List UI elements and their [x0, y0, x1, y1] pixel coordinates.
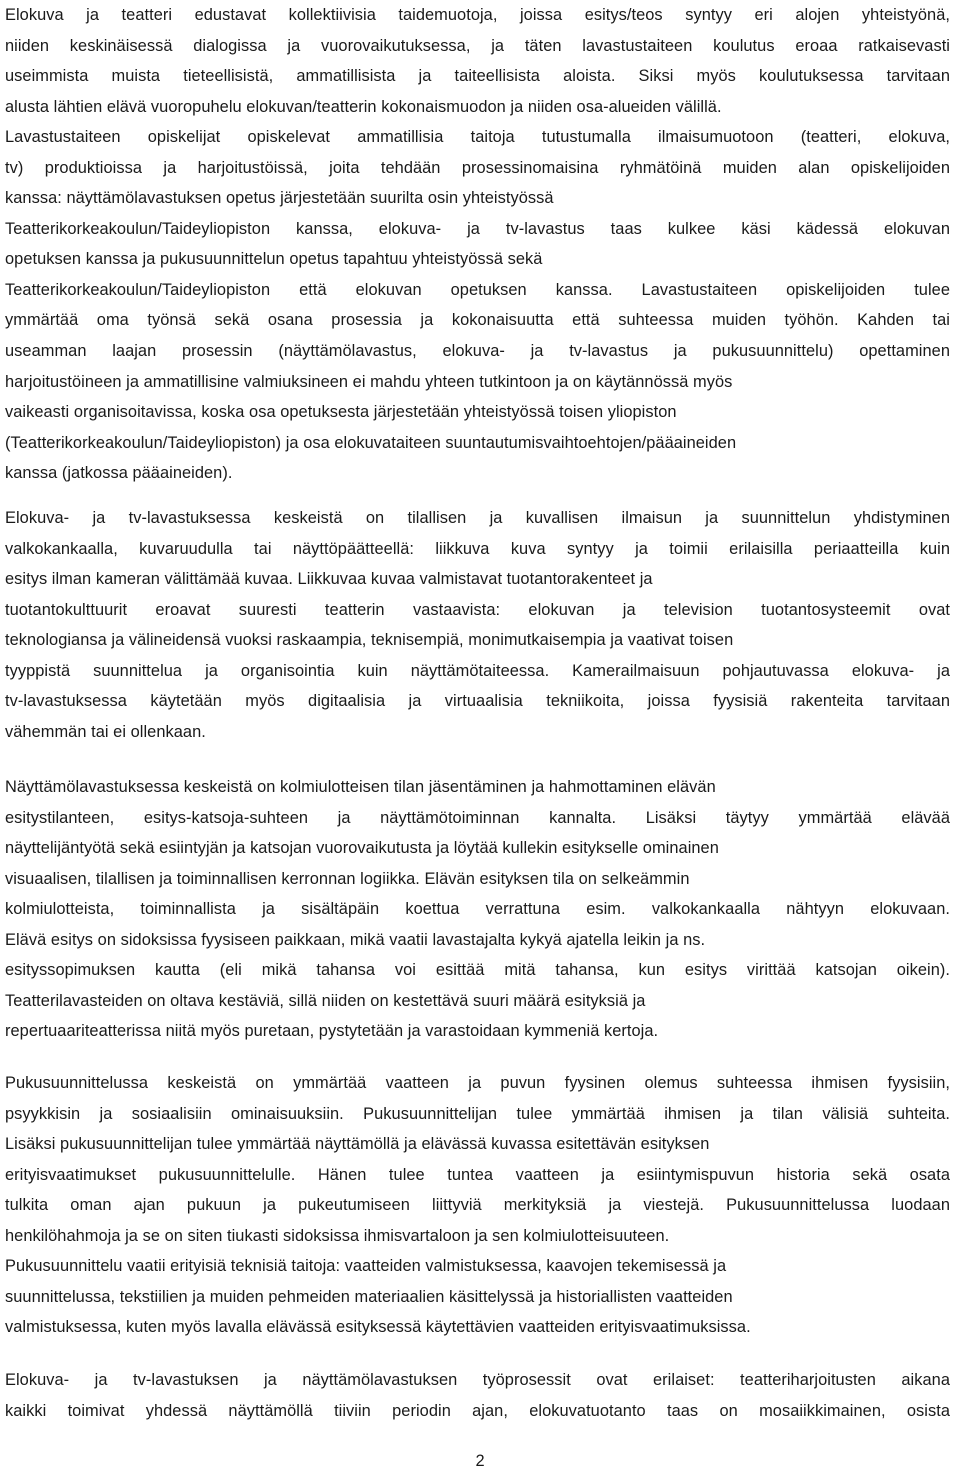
text-line: esityssopimuksen kautta (eli mikä tahansa voi esittää mitä tahansa, kun esitys virittää katsojan oikein). [5, 961, 950, 980]
text-line: Teatterikorkeakoulun/Taideyliopiston kanssa, elokuva- ja tv-lavastus taas kulkee käsi kädessä elokuvan [5, 219, 950, 238]
text-line: harjoitustöineen ja ammatillisine valmiuksineen ei mahdu yhteen tutkintoon ja on käytännössä myös [5, 372, 733, 391]
text-line: erityisvaatimukset pukusuunnittelulle. Hänen tulee tuntea vaatteen ja esiintymispuvun historia sekä osata [5, 1165, 950, 1184]
text-line: Elävä esitys on sidoksissa fyysiseen paikkaan, mikä vaatii lavastajalta kykyä ajatella leikin ja ns. [5, 930, 706, 949]
text-line: opetuksen kanssa ja pukusuunnittelun opetus tapahtuu yhteistyössä sekä [5, 250, 543, 269]
text-line: useamman laajan prosessin (näyttämölavastus, elokuva- ja tv-lavastus ja pukusuunnittelu) opettaminen [5, 342, 950, 361]
text-line: tyyppistä suunnittelua ja organisointia kuin näyttämötaiteessa. Kamerailmaisuun pohjautuvassa elokuva- ja [5, 661, 950, 680]
text-line: vaikeasti organisoitavissa, koska osa opetuksesta järjestetään yhteistyössä toisen yliopiston [5, 403, 677, 422]
text-line: kanssa (jatkossa pääaineiden). [5, 464, 233, 483]
paragraph-1 [5, 0, 950, 489]
paragraph-3 [5, 772, 950, 1047]
text-line: alusta lähtien elävä vuoropuhelu elokuvan/teatterin kokonaismuodon ja niiden osa-alueiden välillä. [5, 97, 722, 116]
text-line: esitys ilman kameran välittämää kuvaa. Liikkuvaa kuvaa valmistavat tuotantorakenteet ja [5, 570, 653, 589]
page-number: 2 [475, 1452, 485, 1470]
text-line: kanssa: näyttämölavastuksen opetus järjestetään suurilta osin yhteistyössä [5, 189, 554, 208]
paragraph-2 [5, 503, 950, 747]
text-line: ymmärtää oma työnsä sekä osana prosessia ja kokonaisuutta että suhteessa muiden työhön. Kahden tai [5, 311, 950, 330]
text-line: näyttelijäntyötä sekä esiintyjän ja katsojan vuorovaikutusta ja löytää kullekin esitykselle ominainen [5, 839, 719, 858]
text-line: valkokankaalla, kuvaruudulla tai näyttöpäätteellä: liikkuva kuva syntyy ja toimii erilaisilla periaatteilla kuin [5, 539, 950, 558]
text-line: Teatterilavasteiden on oltava kestäviä, sillä niiden on kestettävä suuri määrä esityksiä ja [5, 991, 646, 1010]
text-line: kaikki toimivat yhdessä näyttämöllä tiiviin periodin ajan, elokuvatuotanto taas on mosaiikkimainen, osista [5, 1401, 950, 1420]
text-line: useimmista muista tieteellisistä, ammatillisista ja taiteellisista aloista. Siksi myös koulutuksessa tarvitaan [5, 67, 950, 86]
text-line: Lisäksi pukusuunnittelijan tulee ymmärtää näyttämöllä ja elävässä kuvassa esitettävän esityksen [5, 1135, 710, 1154]
text-line: Näyttämölavastuksessa keskeistä on kolmiulotteisen tilan jäsentäminen ja hahmottaminen elävän [5, 778, 716, 796]
text-line: repertuaariteatterissa niitä myös puretaan, pystytetään ja varastoidaan kymmeniä kertoja. [5, 1022, 659, 1041]
text-line: Lavastustaiteen opiskelijat opiskelevat ammatillisia taitoja tutustumalla ilmaisumuotoon (teatteri, elokuva, [5, 128, 950, 147]
text-line: tulkita oman ajan pukuun ja pukeutumiseen liittyviä merkityksiä ja viestejä. Pukusuunnittelussa luodaan [5, 1196, 950, 1215]
text-line: Pukusuunnittelu vaatii erityisiä teknisiä taitoja: vaatteiden valmistuksessa, kaavojen tekemisessä ja [5, 1257, 727, 1276]
text-line: suunnittelussa, tekstiilien ja muiden pehmeiden materiaalien käsittelyssä ja historiallisten vaatteiden [5, 1287, 733, 1306]
text-line: Teatterikorkeakoulun/Taideyliopiston että elokuvan opetuksen kanssa. Lavastustaiteen opiskelijoiden tulee [5, 280, 950, 299]
text-line: (Teatterikorkeakoulun/Taideyliopiston) ja osa elokuvataiteen suuntautumisvaihtoehtojen/pääaineiden [5, 433, 737, 452]
text-line: Elokuva- ja tv-lavastuksessa keskeistä on tilallisen ja kuvallisen ilmaisun ja suunnittelun yhdistyminen [5, 509, 950, 527]
text-line: niiden keskinäisessä dialogissa ja vuorovaikutuksessa, ja täten lavastustaiteen koulutus eroaa ratkaisevasti [5, 36, 950, 55]
text-line: kolmiulotteista, toiminnallista ja sisältäpäin koettua verrattuna esim. valkokankaalla nähtyyn elokuvaan. [5, 900, 950, 919]
text-line: visuaalisen, tilallisen ja toiminnallisen kerronnan logiikka. Elävän esityksen tila on selkeämmin [5, 869, 690, 888]
text-line: henkilöhahmoja ja se on siten tiukasti sidoksissa ihmisvartaloon ja sen kolmiulotteisuuteen. [5, 1226, 670, 1245]
text-line: valmistuksessa, kuten myös lavalla elävässä esityksessä käytettävien vaatteiden erityisvaatimuksissa. [5, 1318, 751, 1337]
text-line: tuotantokulttuurit eroavat suuresti teatterin vastaavista: elokuvan ja television tuotantosysteemit ovat [5, 600, 950, 619]
text-line: esitystilanteen, esitys-katsoja-suhteen ja näyttämötoiminnan kannalta. Lisäksi täytyy ymmärtää elävää [5, 808, 950, 827]
text-line: tv-lavastuksessa käytetään myös digitaalisia ja virtuaalisia tekniikoita, joissa fyysisiä rakenteita tarvitaan [5, 692, 950, 711]
paragraph-5 [5, 1365, 950, 1426]
text-line: Elokuva ja teatteri edustavat kollektiivisia taidemuotoja, joissa esitys/teos syntyy eri alojen yhteistyönä, [5, 6, 950, 24]
text-line: tv) produktioissa ja harjoitustöissä, joita tehdään prosessinomaisina ryhmätöinä muiden alan opiskelijoiden [5, 158, 950, 177]
text-line: teknologiansa ja välineidensä vuoksi raskaampia, teknisempiä, monimutkaisempia ja vaativat toisen [5, 631, 734, 650]
text-line: Elokuva- ja tv-lavastuksen ja näyttämölavastuksen työprosessit ovat erilaiset: teatteriharjoitusten aikana [5, 1371, 950, 1389]
paragraph-4 [5, 1068, 950, 1343]
text-line: Pukusuunnittelussa keskeistä on ymmärtää vaatteen ja puvun fyysinen olemus suhteessa ihmisen fyysisiin, [5, 1074, 950, 1092]
text-line: vähemmän tai ei ollenkaan. [5, 722, 206, 741]
text-line: psyykkisin ja sosiaalisiin ominaisuuksiin. Pukusuunnittelijan tulee ymmärtää ihmisen ja tilan välisiä suhteita. [5, 1104, 950, 1123]
